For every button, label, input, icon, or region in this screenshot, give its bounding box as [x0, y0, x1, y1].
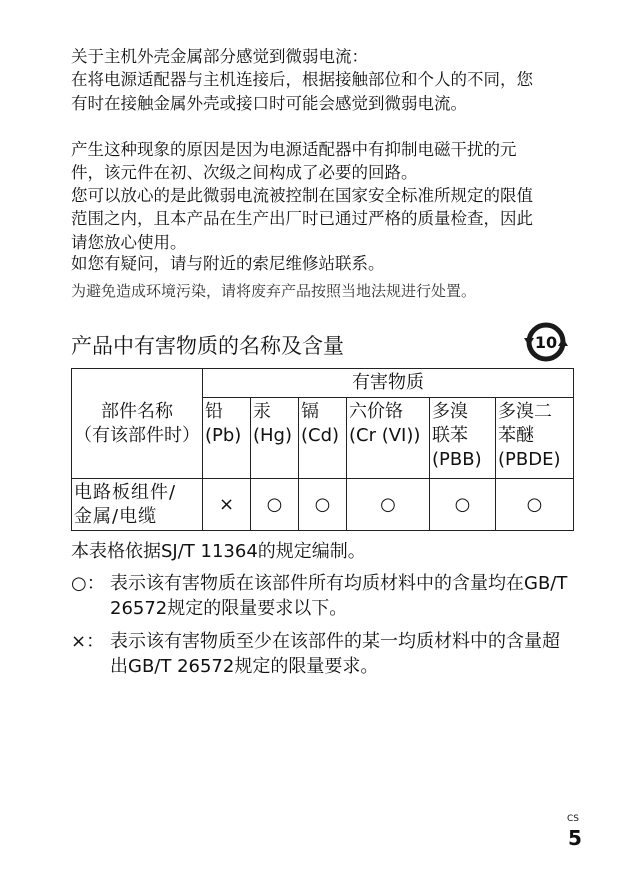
substance-header-cell: 汞 (Hg) [251, 398, 299, 479]
substance-header-cell: 多溴二 苯醚 (PBDE) [496, 398, 574, 479]
leakage-body: 在将电源适配器与主机连接后，根据接触部位和个人的不同，您有时在接触金属外壳或接口时可能会感觉到微弱电流。 [71, 70, 533, 113]
epup-10-icon [522, 318, 570, 366]
table-row [72, 479, 574, 531]
note-circle-symbol: ○： [71, 573, 105, 594]
part-name-header: 部件名称 （有该部件时） [72, 369, 203, 479]
table-basis: 本表格依据SJ/T 11364的规定编制。 [71, 541, 366, 562]
page-number: 5 [568, 826, 582, 850]
leakage-notice [71, 45, 549, 115]
note-circle [71, 571, 576, 621]
hazard-mark-cell: ○ [299, 479, 347, 531]
leakage-assurance: 您可以放心的是此微弱电流被控制在国家安全标准所规定的限值范围之内，且本产品在生产出厂时已通过严格的质量检查，因此请您放心使用。 [71, 186, 533, 252]
hazard-mark-cell: ○ [251, 479, 299, 531]
hazard-mark-cell: ○ [430, 479, 496, 531]
hazard-mark-cell: ○ [496, 479, 574, 531]
note-circle-text: 表示该有害物质在该部件所有均质材料中的含量均在GB/T 26572规定的限量要求以下。 [110, 573, 568, 619]
substance-header-cell: 镉 (Cd) [299, 398, 347, 479]
substance-header-cell: 铅 (Pb) [203, 398, 251, 479]
service-contact: 如您有疑问，请与附近的索尼维修站联系。 [71, 254, 385, 273]
leakage-cause: 产生这种现象的原因是因为电源适配器中有抑制电磁干扰的元件，该元件在初、次级之间构成了必要的回路。 [71, 140, 517, 183]
environment-notice: 为避免造成环境污染，请将废弃产品按照当地法规进行处置。 [71, 282, 477, 300]
note-cross-symbol: ×： [71, 631, 105, 652]
substance-header-cell: 六价铬 (Cr (VI)) [347, 398, 430, 479]
leakage-title: 关于主机外壳金属部分感觉到微弱电流： [71, 47, 368, 66]
substance-header-cell: 多溴 联苯 (PBB) [430, 398, 496, 479]
hazard-table [71, 368, 574, 531]
note-cross [71, 629, 576, 679]
part-name-cell: 电路板组件/ 金属/电缆 [72, 479, 203, 531]
hazard-rows [72, 479, 574, 531]
hazard-mark-cell: ○ [347, 479, 430, 531]
hazard-mark-cell: × [203, 479, 251, 531]
page-language: CS [567, 814, 579, 824]
epup-logo-text: 10 [534, 333, 558, 352]
note-cross-text: 表示该有害物质至少在该部件的某一均质材料中的含量超出GB/T 26572规定的限量要求。 [110, 631, 560, 677]
hazard-table-title: 产品中有害物质的名称及含量 [71, 334, 344, 358]
substance-header: 有害物质 [203, 369, 574, 398]
